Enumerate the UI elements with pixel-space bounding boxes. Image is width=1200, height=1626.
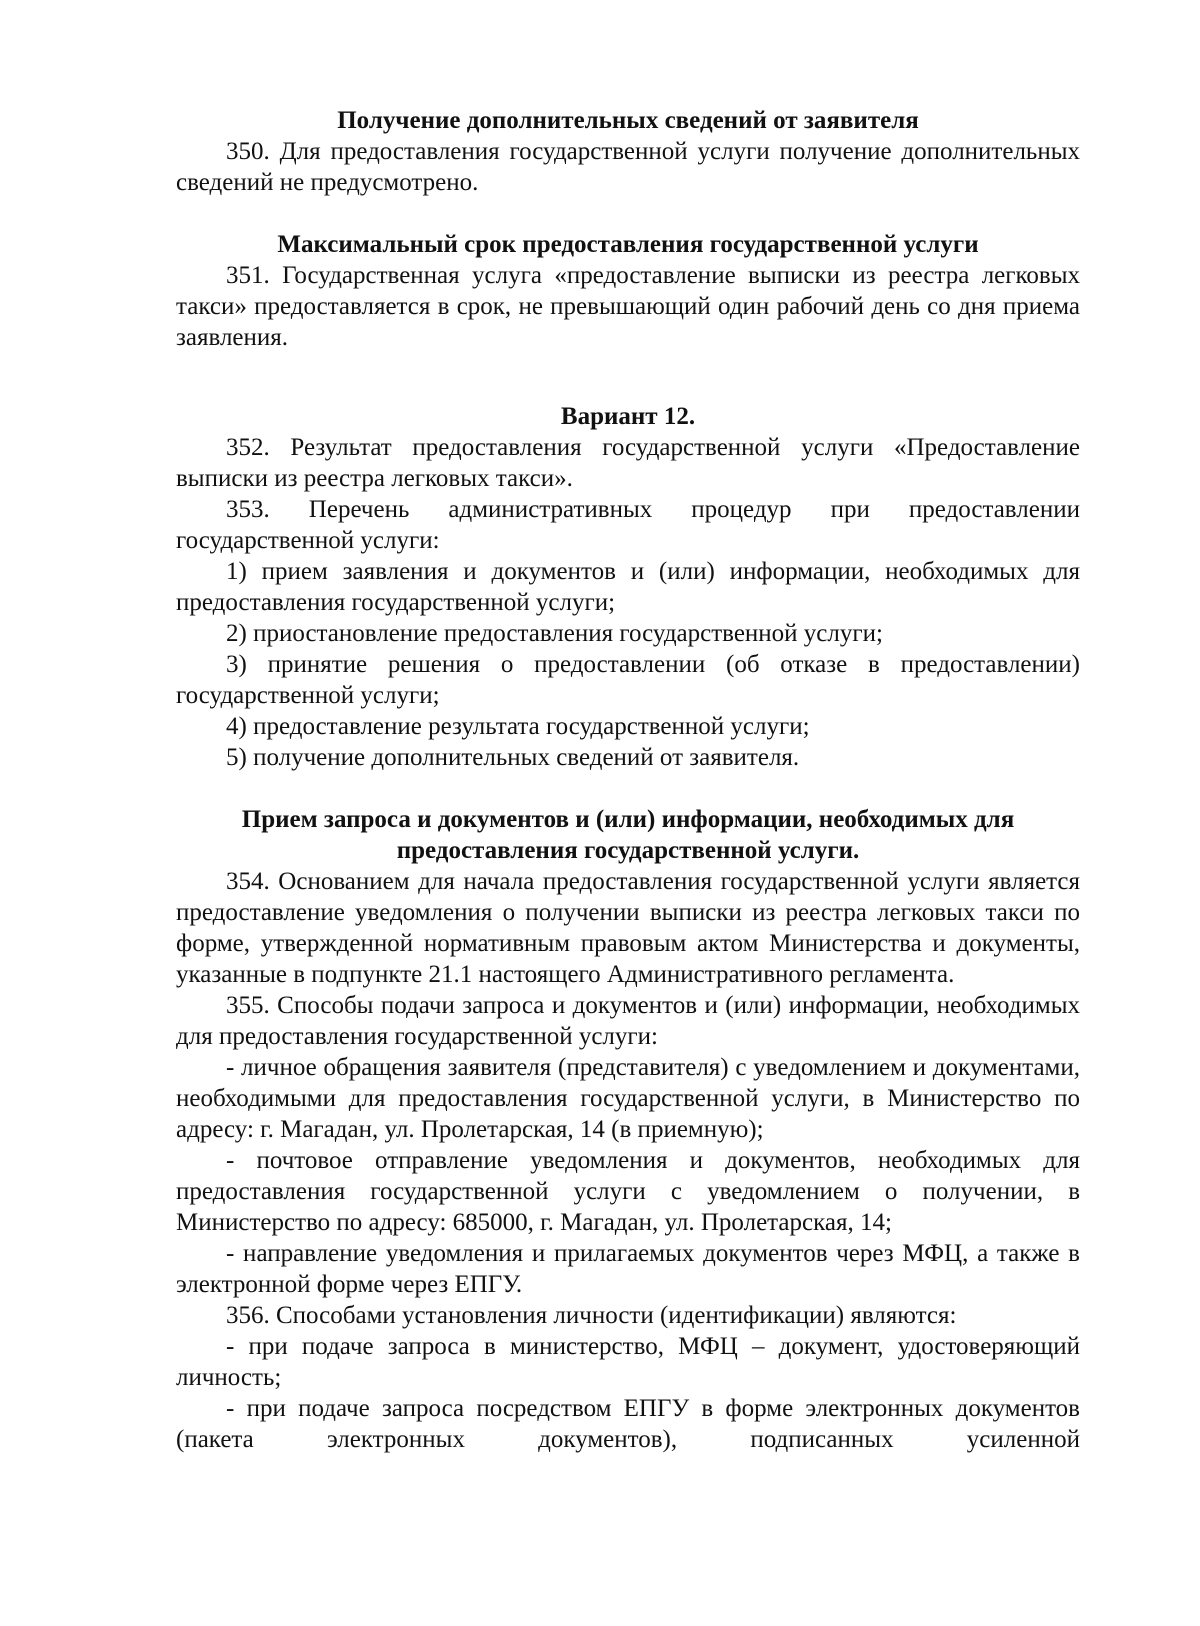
document-body [176,105,1080,1455]
list-item-1: 1) прием заявления и документов и (или) информации, необходимых для предоставления государственной услуги; [176,558,1080,616]
list-item-2: 2) приостановление предоставления государственной услуги; [226,620,883,647]
list-item-epgu: - при подаче запроса посредством ЕПГУ в форме электронных документов (пакета электронных документов), подписанных усиленной [176,1395,1080,1453]
section-heading-line1: Прием запроса и документов и (или) информации, необходимых для [241,806,1015,833]
paragraph-354: 354. Основанием для начала предоставления государственной услуги является предоставление уведомления о получении выписки из реестра легковых такси по форме, утвержденной нормативным правовым актом Министерства и документы, указанные в подпункте 21.1 настоящего Административного регламента. [176,868,1080,988]
list-item-mfc: - направление уведомления и прилагаемых документов через МФЦ, а также в электронной форме через ЕПГУ. [176,1240,1080,1298]
section-heading: Вариант 12. [560,403,696,430]
section-heading-line2: предоставления государственной услуги. [396,837,860,864]
list-item-ministry: - при подаче запроса в министерство, МФЦ – документ, удостоверяющий личность; [176,1333,1080,1391]
list-item-3: 3) принятие решения о предоставлении (об отказе в предоставлении) государственной услуги; [176,651,1080,709]
paragraph-353: 353. Перечень административных процедур при предоставлении государственной услуги: [176,496,1080,554]
section-heading: Получение дополнительных сведений от заявителя [337,107,919,134]
list-item-personal: - личное обращения заявителя (представителя) с уведомлением и документами, необходимыми для предоставления государственной услуги, в Министерство по адресу: г. Магадан, ул. Пролетарская, 14 (в приемную); [176,1054,1080,1143]
list-item-5: 5) получение дополнительных сведений от заявителя. [226,744,800,771]
section-heading: Максимальный срок предоставления государственной услуги [277,231,979,258]
list-item-4: 4) предоставление результата государственной услуги; [226,713,810,740]
paragraph-350: 350. Для предоставления государственной услуги получение дополнительных сведений не предусмотрено. [176,138,1080,196]
paragraph-356: 356. Способами установления личности (идентификации) являются: [226,1302,957,1329]
paragraph-351: 351. Государственная услуга «предоставление выписки из реестра легковых такси» предоставляется в срок, не превышающий один рабочий день со дня приема заявления. [176,262,1080,351]
paragraph-355: 355. Способы подачи запроса и документов и (или) информации, необходимых для предоставления государственной услуги: [176,992,1080,1050]
list-item-postal: - почтовое отправление уведомления и документов, необходимых для предоставления государственной услуги с уведомлением о получении, в Министерство по адресу: 685000, г. Магадан, ул. Пролетарская, 14; [176,1147,1080,1236]
paragraph-352: 352. Результат предоставления государственной услуги «Предоставление выписки из реестра легковых такси». [176,434,1080,492]
